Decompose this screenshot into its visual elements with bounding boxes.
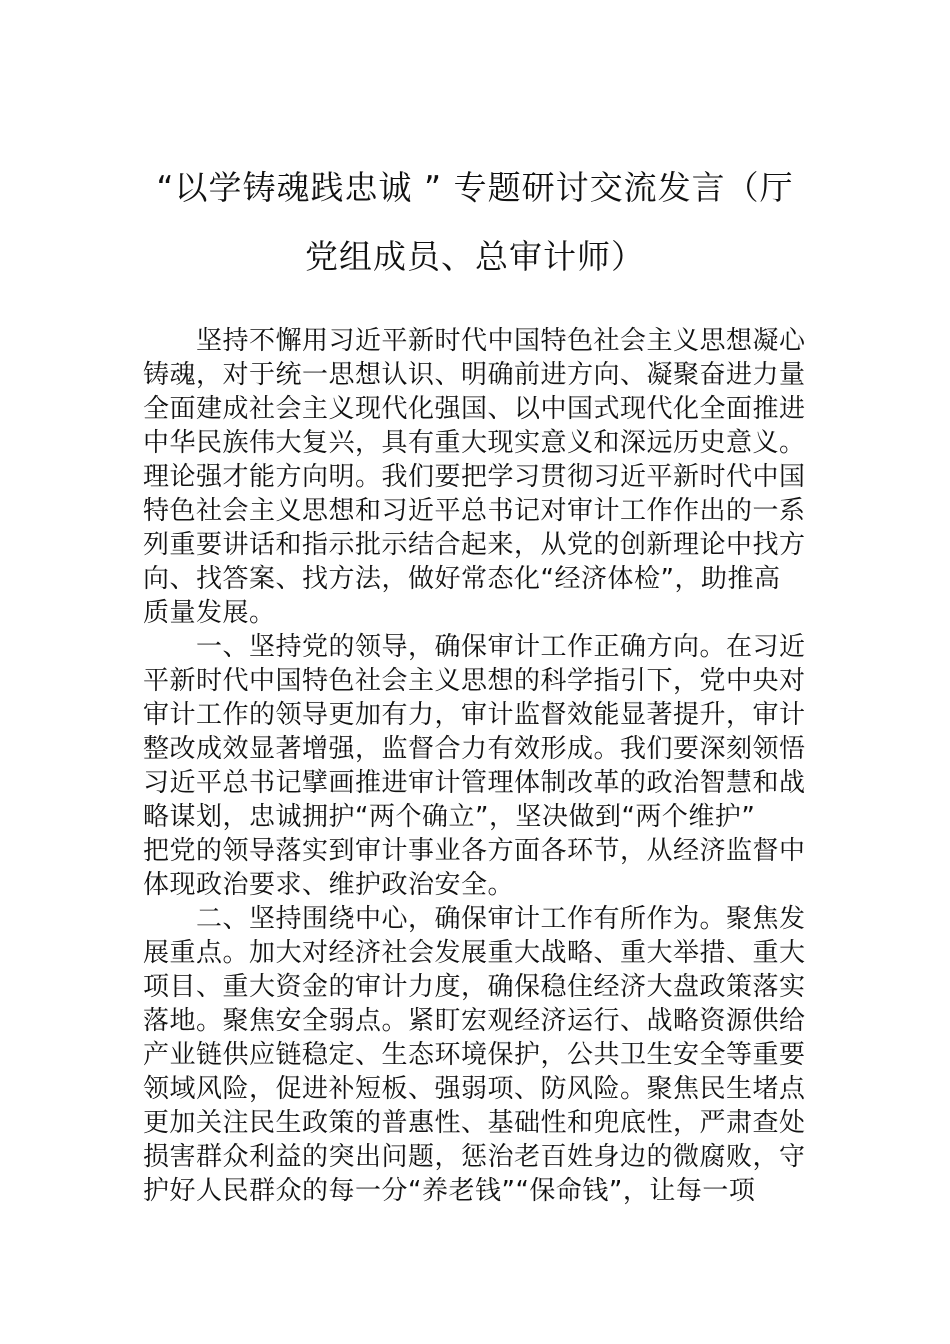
body-line: 向、找答案、找方法，做好常态化“经济体检”，助推高 bbox=[143, 564, 781, 594]
body-line: 特色社会主义思想和习近平总书记对审计工作作出的一系 bbox=[143, 496, 806, 526]
body-line: 更加关注民生政策的普惠性、基础性和兜底性，严肃查处 bbox=[143, 1108, 806, 1138]
body-line: 全面建成社会主义现代化强国、以中国式现代化全面推进 bbox=[143, 394, 806, 424]
body-line: 质量发展。 bbox=[143, 598, 276, 628]
body-line: 略谋划，忠诚拥护“两个确立”，坚决做到“两个维护” bbox=[143, 802, 756, 832]
body-line: 铸魂，对于统一思想认识、明确前进方向、凝聚奋进力量 bbox=[143, 360, 806, 390]
body-line: 损害群众利益的突出问题，惩治老百姓身边的微腐败，守 bbox=[143, 1142, 806, 1172]
body-line: 一、坚持党的领导，确保审计工作正确方向。在习近 bbox=[143, 632, 806, 662]
document-body bbox=[143, 324, 813, 1208]
body-line: 领域风险，促进补短板、强弱项、防风险。聚焦民生堵点 bbox=[143, 1074, 806, 1104]
body-line: 项目、重大资金的审计力度，确保稳住经济大盘政策落实 bbox=[143, 972, 806, 1002]
body-line: 展重点。加大对经济社会发展重大战略、重大举措、重大 bbox=[143, 938, 806, 968]
body-line: 二、坚持围绕中心，确保审计工作有所作为。聚焦发 bbox=[143, 904, 806, 934]
body-line: 整改成效显著增强，监督合力有效形成。我们要深刻领悟 bbox=[143, 734, 806, 764]
document-title-line-1: “以学铸魂践忠诚 ” 专题研讨交流发言（厅 bbox=[156, 168, 794, 207]
body-line: 审计工作的领导更加有力，审计监督效能显著提升，审计 bbox=[143, 700, 806, 730]
body-line: 列重要讲话和指示批示结合起来，从党的创新理论中找方 bbox=[143, 530, 806, 560]
body-line: 体现政治要求、维护政治安全。 bbox=[143, 870, 515, 900]
body-line: 中华民族伟大复兴，具有重大现实意义和深远历史意义。 bbox=[143, 428, 806, 458]
document-title-line-2: 党组成员、总审计师） bbox=[305, 237, 645, 276]
body-line: 产业链供应链稳定、生态环境保护，公共卫生安全等重要 bbox=[143, 1040, 806, 1070]
body-line: 护好人民群众的每一分“养老钱”“保命钱”，让每一项 bbox=[143, 1176, 756, 1206]
body-line: 习近平总书记擘画推进审计管理体制改革的政治智慧和战 bbox=[143, 768, 806, 798]
body-line: 平新时代中国特色社会主义思想的科学指引下，党中央对 bbox=[143, 666, 806, 696]
body-line: 理论强才能方向明。我们要把学习贯彻习近平新时代中国 bbox=[143, 462, 806, 492]
body-line: 把党的领导落实到审计事业各方面各环节，从经济监督中 bbox=[143, 836, 806, 866]
body-line: 坚持不懈用习近平新时代中国特色社会主义思想凝心 bbox=[143, 326, 806, 356]
body-line: 落地。聚焦安全弱点。紧盯宏观经济运行、战略资源供给 bbox=[143, 1006, 806, 1036]
